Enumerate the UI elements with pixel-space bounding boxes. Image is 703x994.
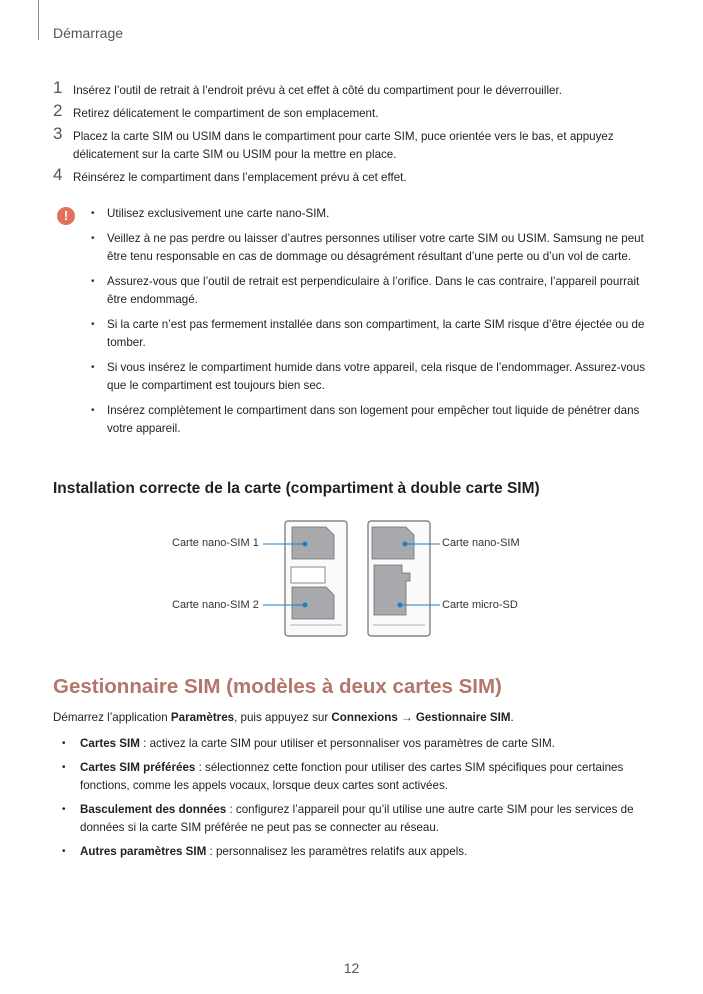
page-edge-line bbox=[38, 0, 39, 40]
caution-icon: ! bbox=[57, 207, 75, 225]
nano-sim-1-card bbox=[292, 527, 334, 559]
step-number: 3 bbox=[53, 124, 63, 143]
feature-item bbox=[53, 735, 663, 753]
step-number: 4 bbox=[53, 165, 63, 184]
label-nano-sim-2: Carte nano-SIM 2 bbox=[172, 599, 259, 611]
step-number: 1 bbox=[53, 78, 63, 97]
step-2 bbox=[53, 101, 653, 123]
nano-sim-card bbox=[372, 527, 414, 559]
caution-block bbox=[53, 205, 653, 445]
label-micro-sd: Carte micro-SD bbox=[442, 599, 518, 611]
feature-term: Cartes SIM bbox=[80, 737, 140, 750]
caution-item: • Utilisez exclusivement une carte nano-SIM. bbox=[91, 205, 653, 223]
sim-tray-diagram bbox=[150, 515, 570, 645]
feature-item bbox=[53, 759, 663, 795]
label-nano-sim-1: Carte nano-SIM 1 bbox=[172, 537, 259, 549]
installation-heading: Installation correcte de la carte (compartiment à double carte SIM) bbox=[53, 480, 540, 497]
caution-list bbox=[91, 205, 653, 438]
feature-desc: : configurez l’appareil pour qu’il utilise une autre carte SIM pour les services de données si la carte SIM préférée ne peut pas se connecter au réseau. bbox=[80, 803, 634, 834]
feature-item bbox=[53, 801, 663, 837]
step-text: Retirez délicatement le compartiment de son emplacement. bbox=[73, 107, 379, 120]
step-1 bbox=[53, 78, 653, 100]
caution-item: • Si vous insérez le compartiment humide dans votre appareil, cela risque de l’endommager. Assurez-vous que le compartiment est toujours bien sec. bbox=[91, 359, 653, 395]
caution-item: • Si la carte n’est pas fermement installée dans son compartiment, la carte SIM risque d’être éjectée ou de tomber. bbox=[91, 316, 653, 352]
intro-text: , puis appuyez sur bbox=[234, 711, 332, 724]
feature-term: Autres paramètres SIM bbox=[80, 845, 207, 858]
intro-text: Démarrez l’application bbox=[53, 711, 171, 724]
section-header: Démarrage bbox=[53, 25, 124, 41]
gestionnaire-intro bbox=[53, 709, 673, 727]
intro-sim-manager: Gestionnaire SIM bbox=[415, 711, 511, 724]
intro-arrow: → bbox=[397, 711, 416, 724]
feature-desc: : activez la carte SIM pour utiliser et personnaliser vos paramètres de carte SIM. bbox=[139, 737, 555, 750]
intro-connections: Connexions bbox=[331, 711, 398, 724]
label-nano-sim: Carte nano-SIM bbox=[442, 537, 520, 549]
step-4 bbox=[53, 165, 653, 187]
feature-term: Basculement des données bbox=[80, 803, 227, 816]
page-number: 12 bbox=[343, 960, 360, 976]
steps-list bbox=[53, 78, 653, 192]
feature-desc: : personnalisez les paramètres relatifs aux appels. bbox=[206, 845, 468, 858]
right-tray bbox=[368, 521, 430, 636]
feature-term: Cartes SIM préférées bbox=[80, 761, 196, 774]
step-text: Placez la carte SIM ou USIM dans le compartiment pour carte SIM, puce orientée vers le bas, et appuyez délicatement sur la carte SIM ou USIM pour la mettre en place. bbox=[73, 130, 614, 161]
step-text: Réinsérez le compartiment dans l’emplacement prévu à cet effet. bbox=[73, 171, 407, 184]
gestionnaire-features bbox=[53, 735, 663, 867]
intro-settings-app: Paramètres bbox=[170, 711, 235, 724]
tray-illustration bbox=[150, 515, 570, 645]
caution-item: • Veillez à ne pas perdre ou laisser d’autres personnes utiliser votre carte SIM ou USIM. Samsung ne peut être tenu responsable en cas de dommage ou désagrément résultant d’une perte ou d’un vol de carte. bbox=[91, 230, 653, 266]
step-text: Insérez l’outil de retrait à l’endroit prévu à cet effet à côté du compartiment pour le déverrouiller. bbox=[73, 84, 562, 97]
left-tray bbox=[285, 521, 347, 636]
feature-desc: : sélectionnez cette fonction pour utiliser des cartes SIM spécifiques pour certaines fonctions, comme les appels vocaux, lorsque deux cartes sont activées. bbox=[80, 761, 624, 792]
caution-item: • Assurez-vous que l’outil de retrait est perpendiculaire à l’orifice. Dans le cas contraire, l’appareil pourrait être endommagé. bbox=[91, 273, 653, 309]
step-3 bbox=[53, 124, 653, 164]
gestionnaire-title: Gestionnaire SIM (modèles à deux cartes SIM) bbox=[53, 675, 502, 698]
caution-item: • Insérez complètement le compartiment dans son logement pour empêcher tout liquide de pénétrer dans votre appareil. bbox=[91, 402, 653, 438]
feature-item bbox=[53, 843, 663, 861]
nano-sim-2-card bbox=[292, 587, 334, 619]
step-number: 2 bbox=[53, 101, 63, 120]
intro-text: . bbox=[510, 711, 514, 724]
